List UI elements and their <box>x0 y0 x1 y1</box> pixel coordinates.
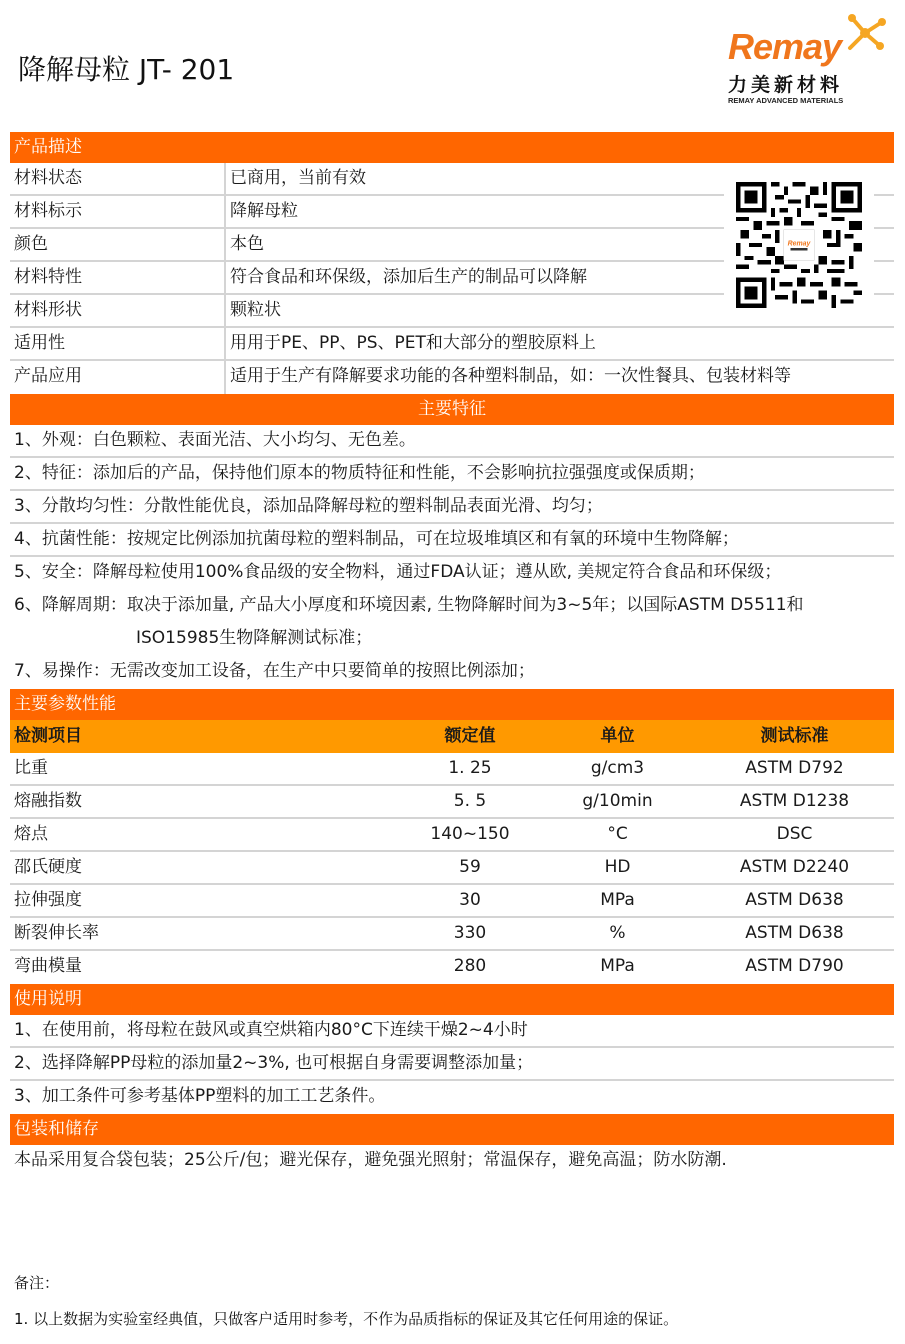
param-value: 330 <box>453 923 487 943</box>
param-item: 熔点 <box>14 824 48 844</box>
param-item: 邵氏硬度 <box>14 857 82 877</box>
logo-english-name: REMAY ADVANCED MATERIALS <box>728 96 844 105</box>
usage-item: 1、在使用前，将母粒在鼓风或真空烘箱内80°C下连续干燥2~4小时 <box>10 1015 894 1048</box>
description-label: 材料标示 <box>10 196 226 227</box>
table-row <box>10 753 894 786</box>
description-value: 颗粒状 <box>230 300 281 320</box>
param-value: 1. 25 <box>448 758 492 778</box>
company-logo <box>728 6 893 106</box>
packaging-section <box>10 1114 894 1178</box>
usage-item: 2、选择降解PP母粒的添加量2~3%, 也可根据自身需要调整添加量； <box>10 1048 894 1081</box>
param-item: 断裂伸长率 <box>14 923 99 943</box>
section-header-parameters: 主要参数性能 <box>10 689 894 720</box>
description-label: 材料形状 <box>10 295 226 326</box>
datasheet <box>10 132 894 1178</box>
param-unit: °C <box>607 824 628 844</box>
param-unit: g/cm3 <box>590 758 645 778</box>
table-row <box>10 918 894 951</box>
molecule-logo-icon <box>840 8 890 58</box>
parameters-table-header <box>10 720 894 753</box>
table-row <box>10 852 894 885</box>
feature-item: 2、特征：添加后的产品，保持他们原本的物质特征和性能，不会影响抗拉强强度或保质期； <box>10 458 894 491</box>
param-standard: ASTM D1238 <box>739 791 850 811</box>
param-value: 280 <box>453 956 487 976</box>
description-value: 本色 <box>230 234 264 254</box>
description-value: 用用于PE、PP、PS、PET和大部分的塑胶原料上 <box>230 333 596 353</box>
qr-code-icon <box>736 182 862 308</box>
table-row <box>10 819 894 852</box>
description-label: 材料状态 <box>10 163 226 194</box>
feature-item: 6、降解周期：取决于添加量, 产品大小厚度和环境因素, 生物降解时间为3~5年；以国际ASTM D5511和 <box>14 595 804 615</box>
notes-title: 备注： <box>14 1274 60 1292</box>
param-standard: ASTM D2240 <box>739 857 850 877</box>
usage-item: 3、加工条件可参考基体PP塑料的加工工艺条件。 <box>14 1086 386 1106</box>
description-label: 材料特性 <box>10 262 226 293</box>
param-value: 5. 5 <box>453 791 487 811</box>
note-item: 1. 以上数据为实验室经典值，只做客户适用时参考，不作为品质指标的保证及其它任何用途的保证。 <box>14 1310 679 1328</box>
description-label: 适用性 <box>10 328 226 359</box>
param-unit: g/10min <box>582 791 653 811</box>
param-standard: ASTM D792 <box>745 758 844 778</box>
section-header-packaging: 包装和储存 <box>10 1114 894 1145</box>
section-header-description: 产品描述 <box>10 132 894 163</box>
param-unit: MPa <box>600 890 635 910</box>
param-unit: MPa <box>600 956 635 976</box>
feature-item: 3、分散均匀性：分散性能优良，添加品降解母粒的塑料制品表面光滑、均匀； <box>10 491 894 524</box>
param-item: 弯曲模量 <box>14 956 82 976</box>
logo-chinese-name: 力美新材料 <box>728 74 844 96</box>
qr-code <box>724 170 874 320</box>
section-header-usage: 使用说明 <box>10 984 894 1015</box>
param-unit: % <box>609 923 626 943</box>
param-standard: DSC <box>776 824 813 844</box>
logo-wordmark: Remay <box>728 26 842 67</box>
param-standard: ASTM D638 <box>745 890 844 910</box>
usage-section <box>10 984 894 1114</box>
column-header-value: 额定值 <box>444 726 496 746</box>
param-item: 拉伸强度 <box>14 890 82 910</box>
page-title: 降解母粒 JT- 201 <box>18 53 235 86</box>
description-section <box>10 132 894 394</box>
param-standard: ASTM D638 <box>745 923 844 943</box>
column-header-item: 检测项目 <box>14 726 82 746</box>
param-item: 比重 <box>14 758 48 778</box>
table-row <box>10 786 894 819</box>
description-value: 适用于生产有降解要求功能的各种塑料制品，如：一次性餐具、包装材料等 <box>230 366 791 386</box>
table-row <box>10 951 894 984</box>
description-label: 产品应用 <box>10 361 226 394</box>
parameters-section <box>10 689 894 984</box>
param-value: 59 <box>459 857 481 877</box>
svg-text:Remay: Remay <box>787 240 811 248</box>
param-value: 140~150 <box>430 824 510 844</box>
notes-section <box>14 1272 678 1329</box>
feature-item: 7、易操作：无需改变加工设备，在生产中只要简单的按照比例添加； <box>14 661 535 681</box>
feature-item: 1、外观：白色颗粒、表面光洁、大小均匀、无色差。 <box>10 425 894 458</box>
features-section <box>10 394 894 689</box>
feature-item: 5、安全：降解母粒使用100%食品级的安全物料，通过FDA认证；遵从欧, 美规定符合食品和环保级； <box>14 562 782 582</box>
param-unit: HD <box>604 857 631 877</box>
param-item: 熔融指数 <box>14 791 82 811</box>
table-row <box>10 885 894 918</box>
packaging-text: 本品采用复合袋包装；25公斤/包；避光保存，避免强光照射；常温保存，避免高温；防水防潮. <box>14 1150 727 1170</box>
description-row <box>10 361 894 394</box>
feature-item: 4、抗菌性能：按规定比例添加抗菌母粒的塑料制品，可在垃圾堆填区和有氧的环境中生物降解； <box>10 524 894 557</box>
description-value: 降解母粒 <box>230 201 298 221</box>
param-standard: ASTM D790 <box>745 956 844 976</box>
feature-item-continued: ISO15985生物降解测试标准； <box>136 628 373 648</box>
column-header-unit: 单位 <box>600 726 635 746</box>
section-header-features: 主要特征 <box>10 394 894 425</box>
column-header-standard: 测试标准 <box>760 726 829 746</box>
description-value: 符合食品和环保级，添加后生产的制品可以降解 <box>230 267 587 287</box>
description-value: 已商用，当前有效 <box>230 168 366 188</box>
description-label: 颜色 <box>10 229 226 260</box>
description-row <box>10 328 894 361</box>
param-value: 30 <box>459 890 481 910</box>
